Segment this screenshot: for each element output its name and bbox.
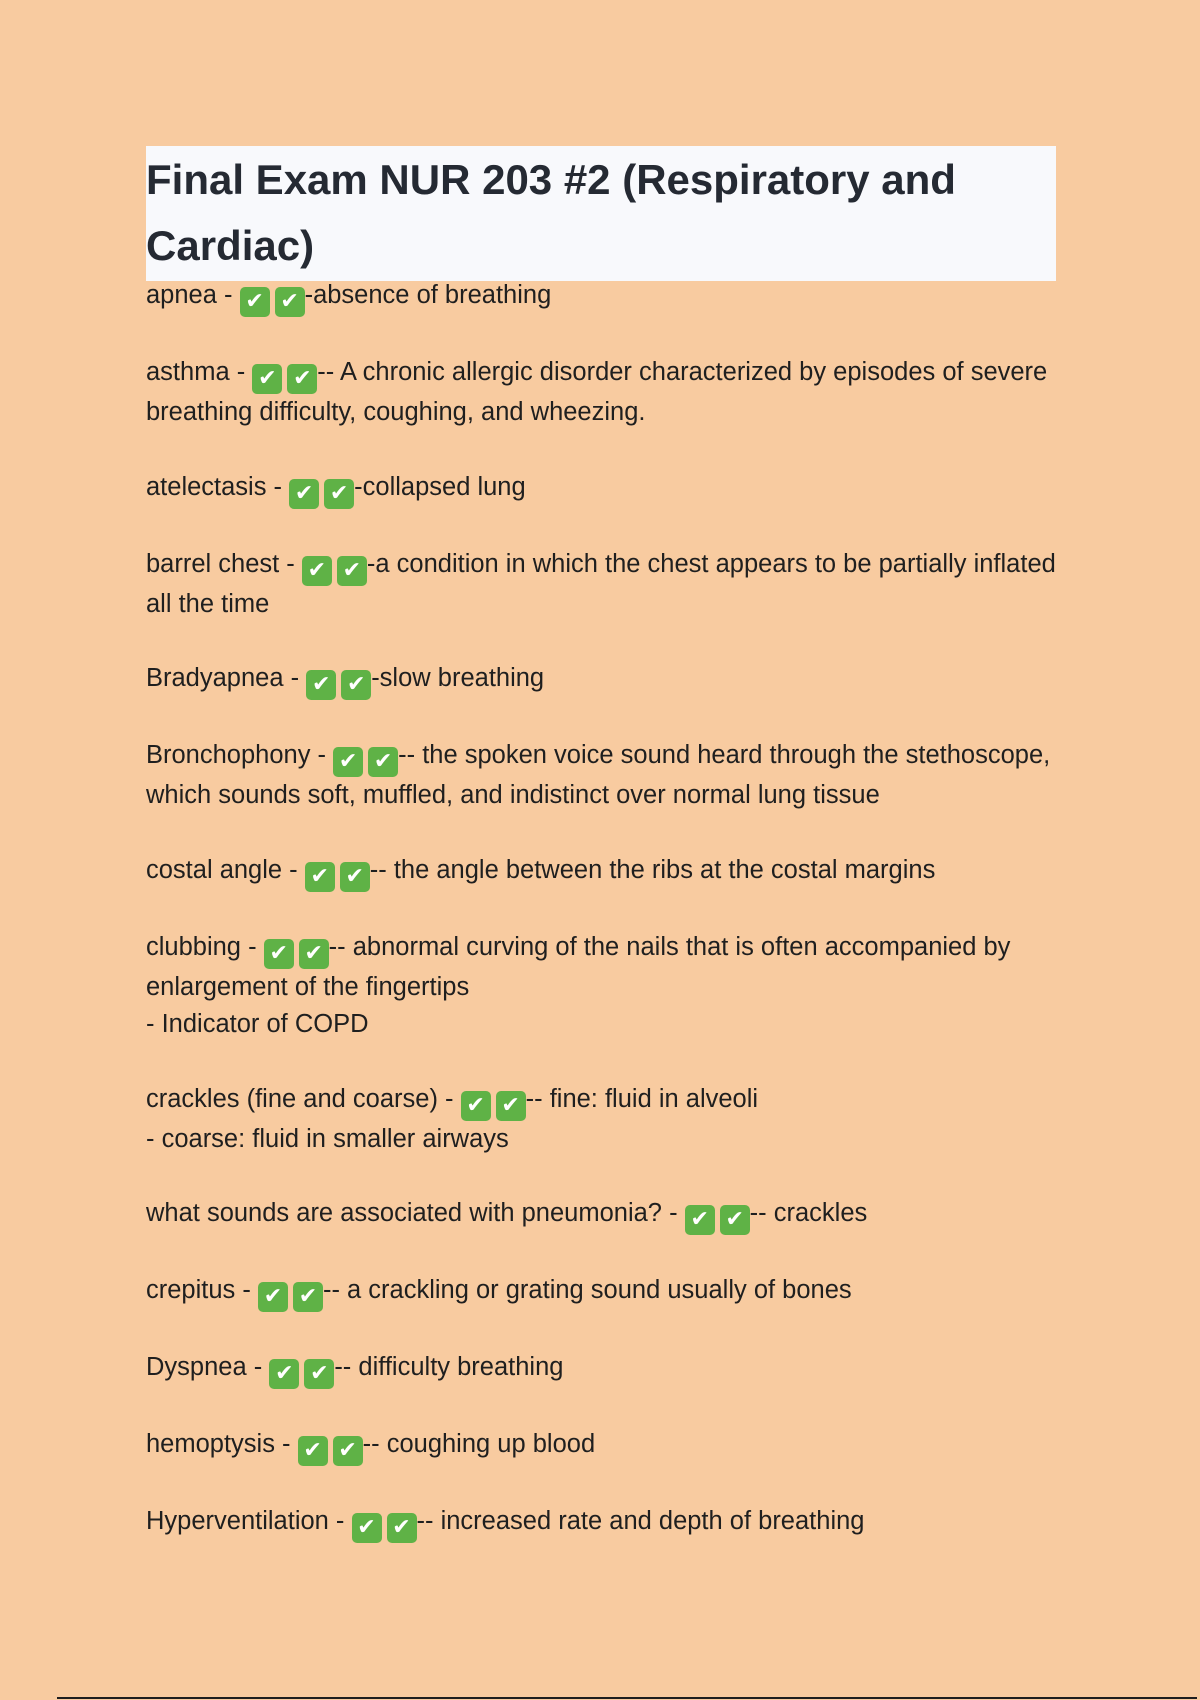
entry-definition: -- crackles xyxy=(749,1199,868,1227)
glossary-entry xyxy=(146,354,1056,432)
check-mark-icon: ✔ xyxy=(324,479,354,509)
entry-term: hemoptysis - xyxy=(146,1430,298,1458)
check-mark-icon: ✔ xyxy=(240,287,270,317)
entry-definition: -- the angle between the ribs at the costal margins xyxy=(369,855,936,884)
glossary-entry xyxy=(146,1195,1056,1235)
glossary-list xyxy=(146,277,1056,1543)
check-mark-icon: ✔ xyxy=(306,670,336,700)
entry-definition: -- abnormal curving of the nails that is often accompanied by enlargement of the fingertips xyxy=(146,932,1011,1001)
entry-definition: -slow breathing xyxy=(371,664,545,692)
glossary-entry xyxy=(146,1272,1056,1312)
check-mark-icon: ✔ xyxy=(264,939,294,969)
check-mark-icon: ✔ xyxy=(287,364,317,394)
check-mark-icon: ✔ xyxy=(298,1436,328,1466)
glossary-entry xyxy=(146,469,1056,509)
check-mark-icon: ✔ xyxy=(352,1513,382,1543)
glossary-entry xyxy=(146,546,1056,624)
check-mark-icon: ✔ xyxy=(341,670,371,700)
title-box xyxy=(146,146,1056,281)
glossary-entry xyxy=(146,852,1056,892)
glossary-entry xyxy=(146,1426,1056,1466)
entry-term: Dyspnea - xyxy=(146,1353,270,1381)
entry-term: crepitus - xyxy=(146,1276,258,1304)
check-mark-icon: ✔ xyxy=(293,1282,323,1312)
entry-extra-line: - coarse: fluid in smaller airways xyxy=(146,1124,509,1153)
entry-definition: -- difficulty breathing xyxy=(334,1353,564,1381)
glossary-entry xyxy=(146,929,1056,1044)
entry-definition: -- fine: fluid in alveoli xyxy=(525,1084,759,1113)
entry-term: clubbing - xyxy=(146,932,264,961)
glossary-entry xyxy=(146,1503,1056,1543)
entry-term: atelectasis - xyxy=(146,472,290,501)
check-mark-icon: ✔ xyxy=(333,747,363,777)
check-mark-icon: ✔ xyxy=(496,1091,526,1121)
entry-term: Hyperventilation - xyxy=(146,1507,352,1535)
check-mark-icon: ✔ xyxy=(333,1436,363,1466)
glossary-entry xyxy=(146,1081,1056,1159)
check-mark-icon: ✔ xyxy=(269,1359,299,1389)
check-mark-icon: ✔ xyxy=(368,747,398,777)
page-content xyxy=(146,146,1056,1580)
check-mark-icon: ✔ xyxy=(258,1282,288,1312)
entry-term: barrel chest - xyxy=(146,549,302,578)
check-mark-icon: ✔ xyxy=(252,364,282,394)
document-title: Final Exam NUR 203 #2 (Respiratory and Cardiac) xyxy=(146,156,956,269)
entry-definition: -- A chronic allergic disorder characterized by episodes of severe breathing difficulty, coughing, and wheezing. xyxy=(146,358,1048,426)
glossary-entry xyxy=(146,660,1056,700)
entry-definition: -- the spoken voice sound heard through the stethoscope, which sounds soft, muffled, and indistinct over normal lung tissue xyxy=(146,741,1051,809)
entry-definition: -- a crackling or grating sound usually of bones xyxy=(322,1276,852,1304)
check-mark-icon: ✔ xyxy=(340,862,370,892)
glossary-entry xyxy=(146,1349,1056,1389)
entry-definition: -absence of breathing xyxy=(304,281,552,309)
entry-definition: -collapsed lung xyxy=(354,472,526,501)
entry-term: crackles (fine and coarse) - xyxy=(146,1084,461,1113)
check-mark-icon: ✔ xyxy=(305,862,335,892)
check-mark-icon: ✔ xyxy=(299,939,329,969)
check-mark-icon: ✔ xyxy=(387,1513,417,1543)
check-mark-icon: ✔ xyxy=(337,556,367,586)
check-mark-icon: ✔ xyxy=(304,1359,334,1389)
check-mark-icon: ✔ xyxy=(720,1205,750,1235)
entry-definition: -a condition in which the chest appears to be partially inflated all the time xyxy=(146,549,1056,618)
entry-definition: -- increased rate and depth of breathing xyxy=(416,1507,865,1535)
entry-term: asthma - xyxy=(146,358,253,386)
check-mark-icon: ✔ xyxy=(275,287,305,317)
entry-definition: -- coughing up blood xyxy=(362,1430,596,1458)
entry-term: Bronchophony - xyxy=(146,741,334,769)
check-mark-icon: ✔ xyxy=(289,479,319,509)
footer-divider xyxy=(57,1697,1197,1699)
glossary-entry xyxy=(146,737,1056,815)
entry-extra-line: - Indicator of COPD xyxy=(146,1010,369,1038)
check-mark-icon: ✔ xyxy=(302,556,332,586)
entry-term: what sounds are associated with pneumonia? - xyxy=(146,1199,685,1227)
check-mark-icon: ✔ xyxy=(685,1205,715,1235)
check-mark-icon: ✔ xyxy=(461,1091,491,1121)
entry-term: apnea - xyxy=(146,281,240,309)
entry-term: costal angle - xyxy=(146,855,305,884)
glossary-entry xyxy=(146,277,1056,317)
entry-term: Bradyapnea - xyxy=(146,664,307,692)
